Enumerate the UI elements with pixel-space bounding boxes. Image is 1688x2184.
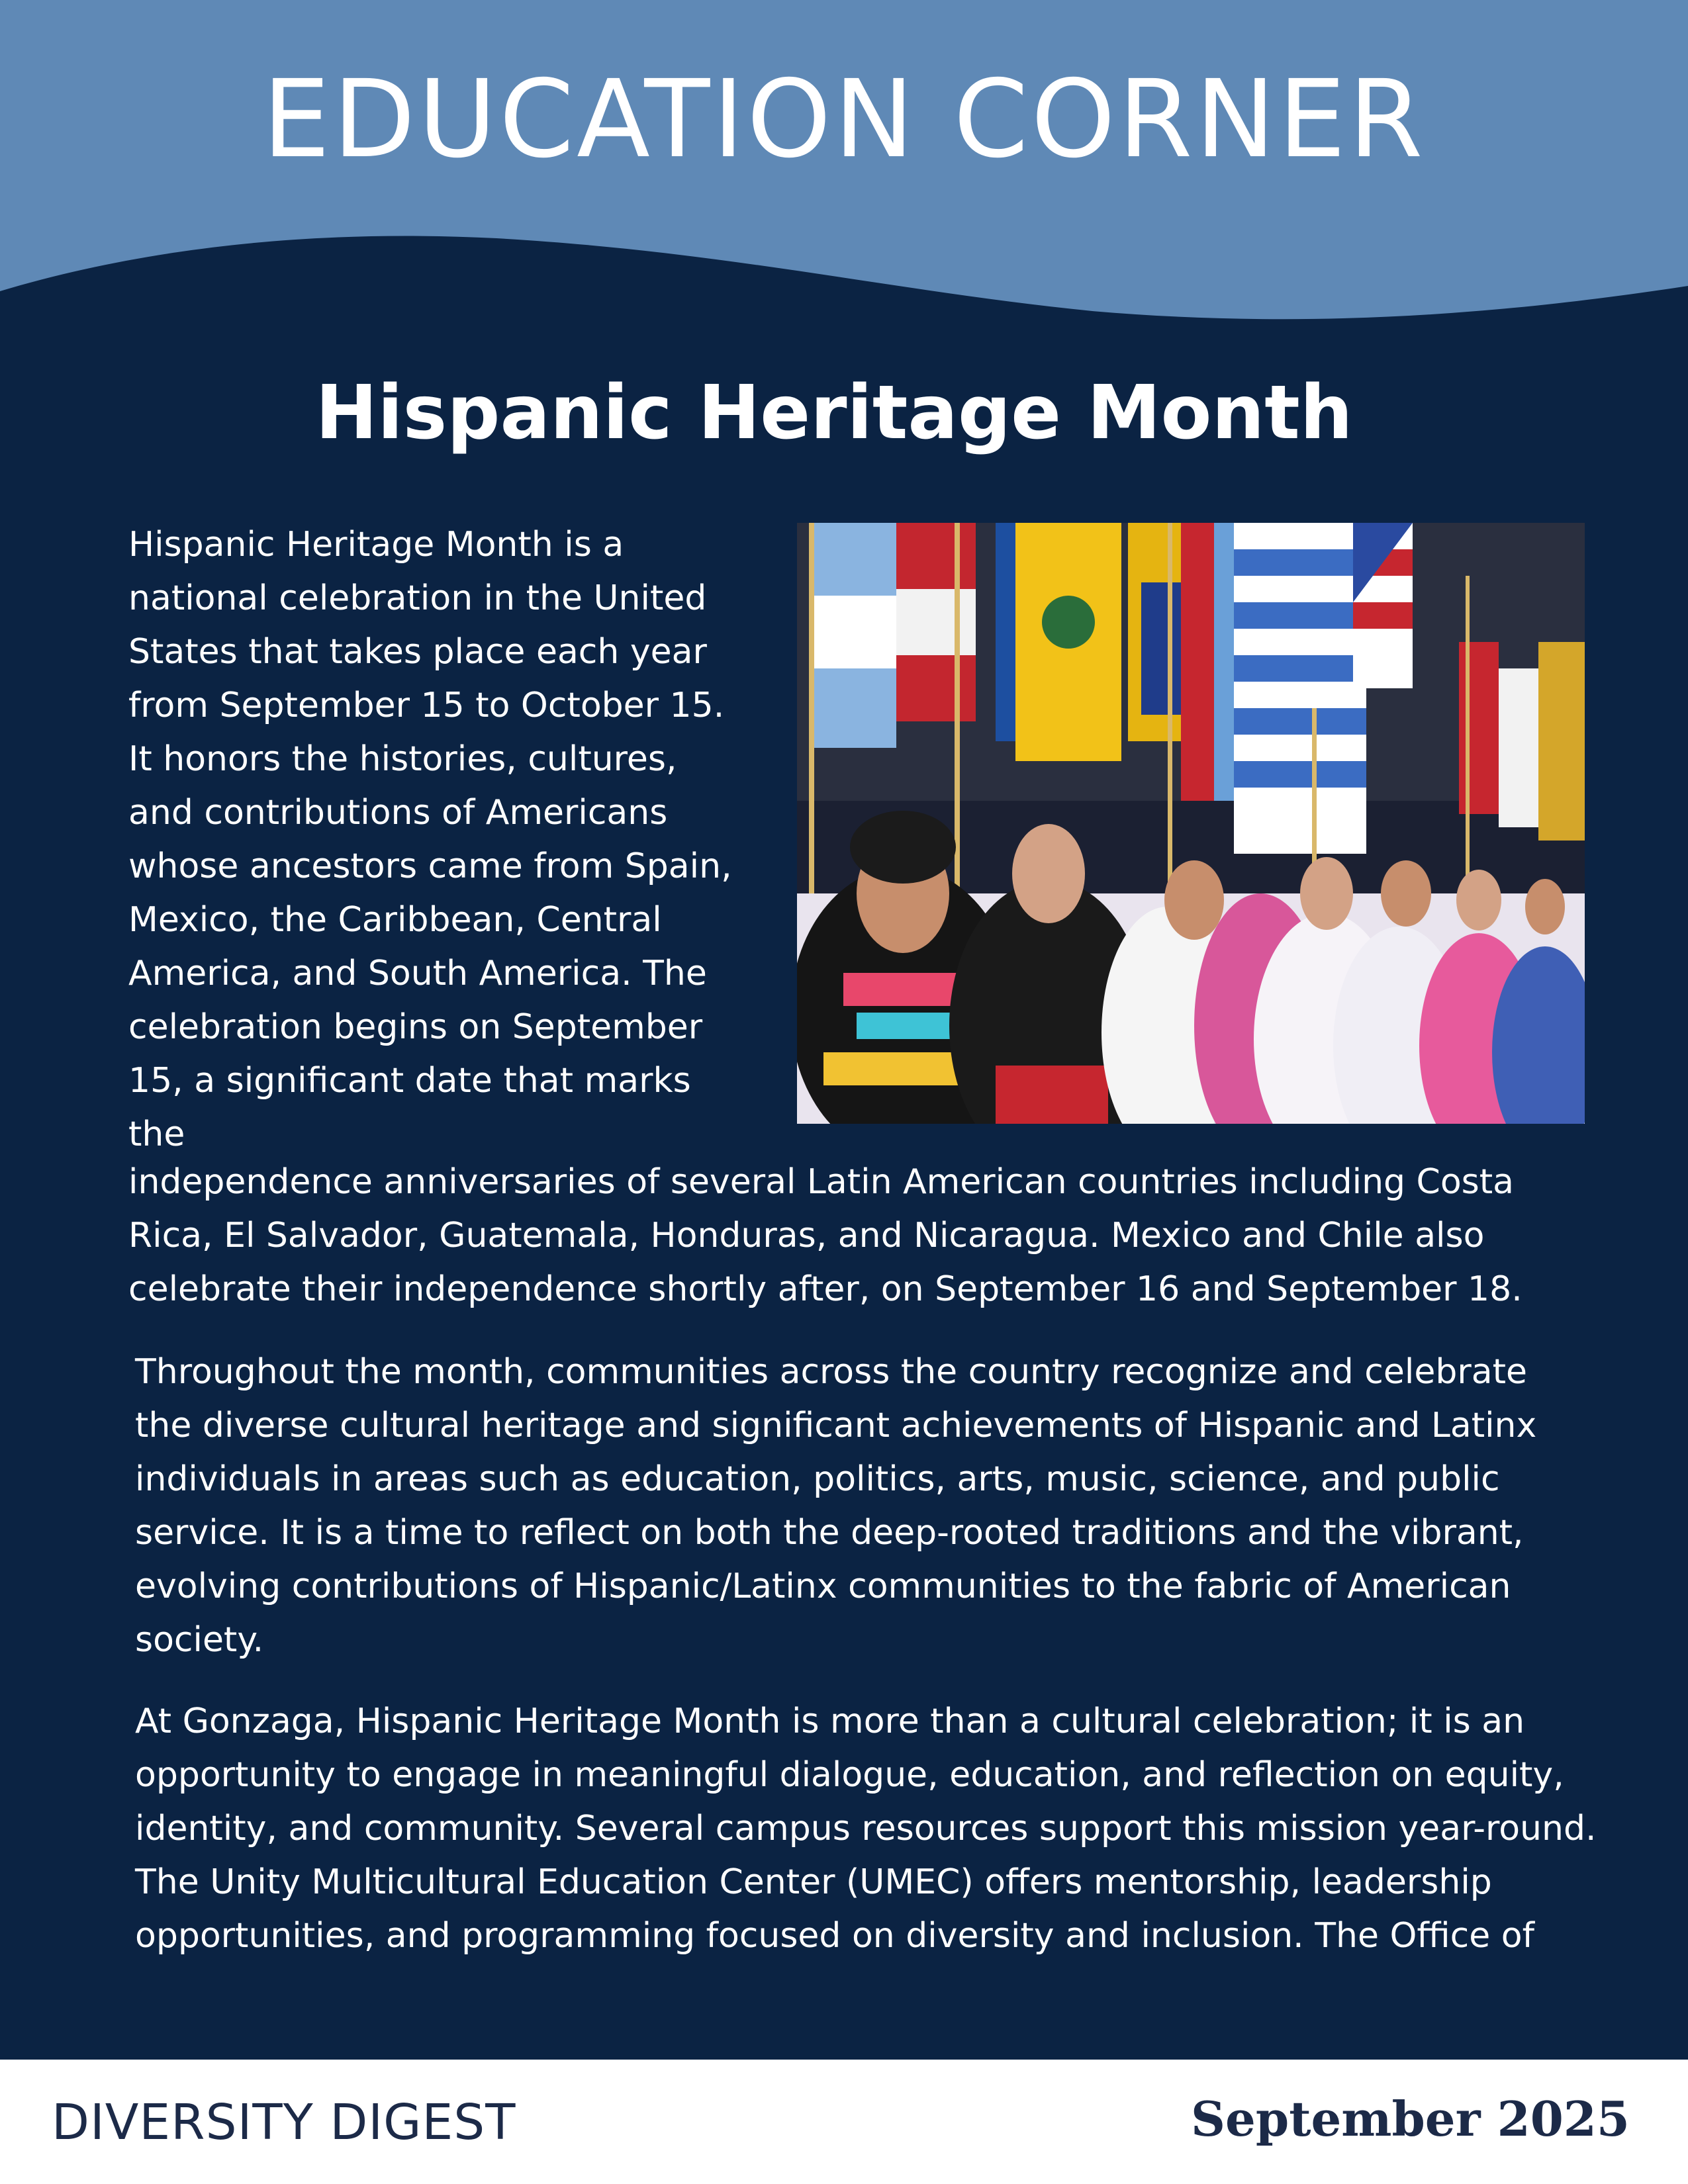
issue-date: September 2025 — [1191, 2091, 1630, 2147]
publication-name: DIVERSITY DIGEST — [52, 2094, 516, 2151]
heritage-celebration-photo — [797, 523, 1585, 1124]
body-paragraph-3: At Gonzaga, Hispanic Heritage Month is more than a cultural celebration; it is an opportunity to engage in meaningful dialogue, education, and reflection on equity, identity, and community. Several campus resources support this mission year-round. The Unity Multicultural Education Center (UMEC) offers mentorship, leadership opportunities, and programming focused on diversity and inclusion. The Office of — [135, 1702, 1597, 1956]
banner-title: EDUCATION CORNER — [262, 58, 1426, 182]
body-paragraph-2: Throughout the month, communities across the country recognize and celebrate the diverse cultural heritage and significant achievements of Hispanic and Latinx individuals in areas such as education, politics, arts, music, science, and public service. It is a time to reflect on both the deep-rooted traditions and the vibrant, evolving contributions of Hispanic/Latinx communities to the fabric of American society. — [135, 1352, 1537, 1660]
article-title: Hispanic Heritage Month — [315, 370, 1353, 456]
footer-bar — [0, 2060, 1688, 2184]
intro-paragraph: Hispanic Heritage Month is a national celebration in the United States that takes place each year from September 15 to October 15. It honors the histories, cultures, and contributions of Americans whose ancestors came from Spain, Mexico, the Caribbean, Central America, and South America. The celebration begins on September 15, a significant date that marks the — [128, 525, 732, 1154]
intro-paragraph-continued: independence anniversaries of several Latin American countries including Costa Rica, El Salvador, Guatemala, Honduras, and Nicaragua. Mexico and Chile also celebrate their independence shortly after, on September 16 and September 18. — [128, 1162, 1523, 1309]
header-banner — [0, 0, 1688, 344]
